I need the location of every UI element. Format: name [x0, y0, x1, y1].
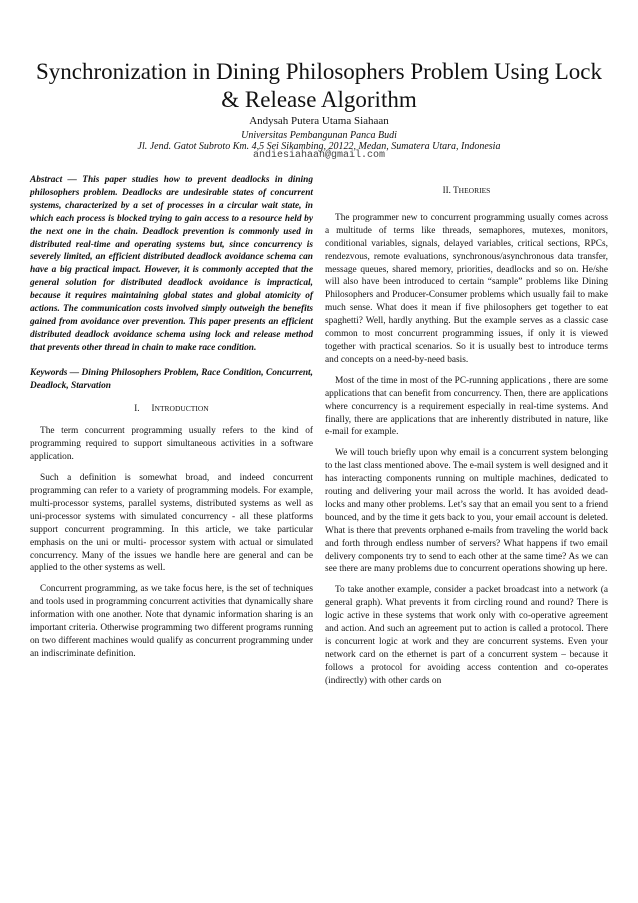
- section-number: I.: [134, 402, 140, 413]
- section-number: II.: [442, 185, 451, 195]
- paragraph: Most of the time in most of the PC-running applications , there are some applications that can benefit from concurrency. Then, there are applications where concurrency is a requirement especially in real-time systems. And finally, there are applications that are inherently distributed in nature, like e-mail for example.: [325, 375, 608, 438]
- paper-title: Synchronization in Dining Philosophers Problem Using Lock & Release Algorithm: [35, 59, 602, 112]
- paragraph: The programmer new to concurrent programming usually comes across a multitude of terms like threads, semaphores, mutexes, monitors, conditional variables, signals, delayed variables, critical sections, RPCs, rendezvous, remote evaluations, synchronous/asynchronous data transfer, message queues, shared memory, priorities, deadlocks and so on. He/she will also have been introduced to certain “sample” problems like Dining Philosophers and Producer-Consumer problems which usually fail to make much sense. What does it mean if five philosophers get together to eat spaghetti? Well, hardly anything. But the example serves as a classic case common to most concurrent programming issues, if only it is viewed together with practical scenarios. So it is usually best to introduce terms and concepts on a need-by-need basis.: [325, 212, 608, 365]
- section-title-initial: T: [453, 185, 459, 195]
- section-title-rest: NTRODUCTION: [154, 403, 209, 413]
- author-affiliation: Universitas Pembangunan Panca Budi: [241, 130, 397, 141]
- paragraph: The term concurrent programming usually refers to the kind of programming required to support simultaneous activities in a software application.: [30, 426, 313, 463]
- author-email[interactable]: andiesiahaan@gmail.com: [252, 150, 386, 161]
- section-title-rest: HEORIES: [458, 186, 491, 195]
- author-address: Jl. Jend. Gatot Subroto Km. 4,5 Sei Sikambing, 20122, Medan, Sumatera Utara, Indonesia: [137, 141, 501, 152]
- paragraph: We will touch briefly upon why email is a concurrent system belonging to the last class mentioned above. The e-mail system is well designed and it has interacting components running on multiple machines, dedicated to routing and delivering your mail across the world. It has avoided dead-locks and many other problems. Let’s say that an email you sent to a friend bounced, and by the time it gets back to you, your email account is deleted. What is there that prevents orphaned e-mails from traveling the world back and forth through endless number of servers? What happens if two email delivery components try to send to each other at the same time? As we can see there are many problems due to concurrent operations showing up here.: [325, 448, 608, 575]
- paragraph: Concurrent programming, as we take focus here, is the set of techniques and tools used in programming concurrent activities that dynamically share information with one another. Note that dynamic information sharing is an important criteria. Otherwise programming two different programs running on two different machines would qualify as concurrent programming under an indiscriminate definition.: [30, 584, 313, 659]
- author-name: Andysah Putera Utama Siahaan: [249, 115, 389, 127]
- section-title-initial: I: [151, 402, 155, 413]
- keywords: Keywords — Dining Philosophers Problem, Race Condition, Concurrent, Deadlock, Starvation: [30, 367, 313, 391]
- right-column: [325, 174, 608, 688]
- left-column: [30, 174, 313, 661]
- section-heading-introduction: [30, 402, 313, 416]
- paragraph: To take another example, consider a packet broadcast into a network (a general graph). What prevents it from circling round and round? There is logic active in these systems that work only with co-operative agreement and action. And such an agreement put to action is called a protocol. There is concurrent logic at work and they are concurrent systems. Even your network card on the ethernet is part of a concurrent system – because it follows a protocol for avoiding access contention and co-operates (indirectly) with other cards on: [325, 585, 608, 686]
- section-heading-theories: [325, 184, 608, 198]
- abstract: Abstract — This paper studies how to prevent deadlocks in dining philosophers problem. Deadlocks are undesirable states of concurrent systems, characterized by a set of processes in a circular wait state, in which each process is blocked trying to gain access to a resource held by the next one in the chain. Deadlock prevention is commonly used in distributed real-time and operating systems but, since concurrency is severely limited, an efficient distributed deadlock avoidance schema can have a big practical impact. However, it is commonly accepted that the general solution for distributed deadlock avoidance is impractical, because it requires maintaining global states and global atomicity of actions. The communication costs involved simply outweigh the benefits gained from avoidance over prevention. This paper presents an efficient distributed deadlock avoidance schema using lock and release method that prevents other thread in chain to make race condition.: [30, 175, 313, 353]
- paragraph: Such a definition is somewhat broad, and indeed concurrent programming can refer to a variety of programming models. For example, multi-processor systems, parallel systems, distributed systems as well as uni-processor systems with simulated concurrency - all these platforms support concurrent programming. In this article, we take particular emphasis on the uni or multi- processor system with actual or simulated concurrency. Many of the issues we handle here are general and can be applied to the other systems as well.: [30, 473, 313, 574]
